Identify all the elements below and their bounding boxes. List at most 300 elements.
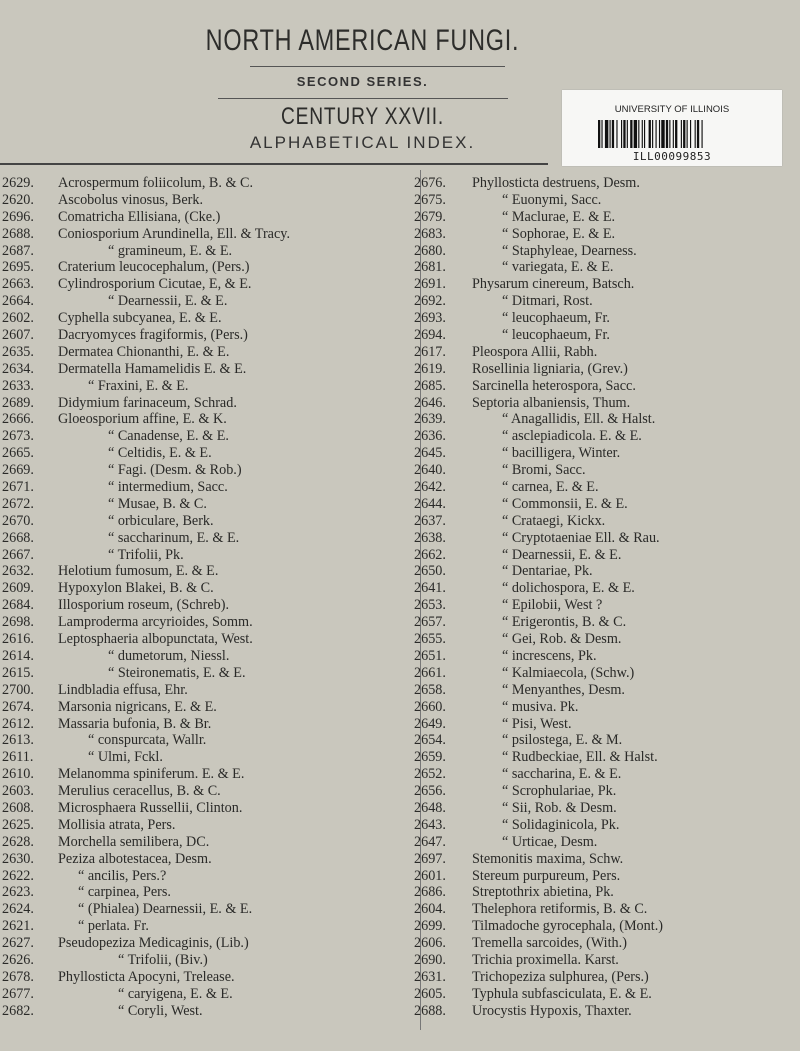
entry-number: 2646. [414, 394, 446, 411]
specimen-code: ILL00099853 [632, 150, 712, 163]
entry-taxon: Tilmadoche gyrocephala, (Mont.) [472, 918, 663, 935]
index-entry [414, 766, 800, 783]
index-entry [414, 547, 800, 564]
entry-taxon: Stemonitis maxima, Schw. [472, 850, 624, 867]
entry-taxon: “ Crataegi, Kickx. [502, 512, 606, 529]
entry-number: 2686. [414, 884, 446, 901]
entry-number: 2611. [2, 749, 34, 766]
entry-number: 2682. [2, 1002, 34, 1019]
entry-number: 2606. [414, 935, 446, 952]
entry-taxon: “ carnea, E. & E. [502, 479, 599, 496]
index-entry [414, 699, 800, 716]
index-entry [2, 952, 412, 969]
entry-number: 2681. [414, 259, 446, 276]
index-entry [2, 547, 412, 564]
entry-taxon: “ Dentariae, Pk. [502, 563, 593, 580]
entry-number: 2603. [2, 783, 34, 800]
entry-number: 2602. [2, 310, 34, 327]
entry-taxon: “ asclepiadicola. E. & E. [502, 428, 642, 445]
entry-number: 2672. [2, 495, 34, 512]
entry-number: 2601. [414, 867, 446, 884]
entry-taxon: “ ancilis, Pers.? [78, 867, 167, 884]
entry-taxon: “ Celtidis, E. & E. [108, 445, 212, 462]
entry-number: 2616. [2, 631, 34, 648]
entry-taxon: Leptosphaeria albopunctata, West. [58, 631, 253, 648]
index-entry [2, 851, 412, 868]
index-entry [414, 800, 800, 817]
entry-number: 2635. [2, 343, 34, 360]
index-entry [414, 834, 800, 851]
entry-taxon: “ Erigerontis, B. & C. [502, 614, 627, 631]
index-entry [414, 901, 800, 918]
entry-number: 2605. [414, 985, 446, 1002]
index-entry [2, 479, 412, 496]
index-entry [2, 716, 412, 733]
entry-taxon: “ Canadense, E. & E. [108, 428, 229, 445]
entry-number: 2696. [2, 208, 34, 225]
entry-number: 2688. [414, 1002, 446, 1019]
entry-number: 2608. [2, 799, 34, 816]
title-rule [250, 66, 505, 67]
entry-taxon: “ Commonsii, E. & E. [502, 495, 628, 512]
index-entry [414, 884, 800, 901]
index-entry [2, 868, 412, 885]
entry-number: 2655. [414, 631, 446, 648]
index-entry [414, 749, 800, 766]
entry-number: 2630. [2, 850, 34, 867]
entry-number: 2675. [414, 191, 446, 208]
entry-number: 2614. [2, 647, 34, 664]
index-entry [2, 327, 412, 344]
entry-taxon: “ Gei, Rob. & Desm. [502, 631, 622, 648]
series-rule [218, 98, 508, 99]
index-entry [414, 563, 800, 580]
index-entry [414, 918, 800, 935]
entry-number: 2666. [2, 411, 34, 428]
entry-number: 2658. [414, 681, 446, 698]
index-entry [414, 682, 800, 699]
index-entry [414, 361, 800, 378]
index-entry [2, 1003, 412, 1020]
index-entry [414, 851, 800, 868]
index-column-left [2, 175, 412, 1020]
index-entry [2, 428, 412, 445]
entry-taxon: Gloeosporium affine, E. & K. [58, 411, 227, 428]
entry-number: 2671. [2, 479, 34, 496]
entry-taxon: Septoria albaniensis, Thum. [472, 394, 631, 411]
entry-taxon: Trichopeziza sulphurea, (Pers.) [472, 968, 649, 985]
index-entry [414, 445, 800, 462]
entry-number: 2695. [2, 259, 34, 276]
entry-number: 2626. [2, 951, 34, 968]
index-entry [2, 209, 412, 226]
entry-taxon: “ Maclurae, E. & E. [502, 208, 616, 225]
entry-taxon: Didymium farinaceum, Schrad. [58, 394, 237, 411]
index-entry [414, 344, 800, 361]
entry-number: 2685. [414, 377, 446, 394]
entry-taxon: Typhula subfasciculata, E. & E. [472, 985, 652, 1002]
entry-taxon: Helotium fumosum, E. & E. [58, 563, 219, 580]
entry-taxon: “ Cryptotaeniae Ell. & Rau. [502, 529, 660, 546]
entry-number: 2615. [2, 664, 34, 681]
institution-name: UNIVERSITY OF ILLINOIS [614, 104, 730, 115]
index-entry [2, 530, 412, 547]
entry-taxon: “ perlata. Fr. [78, 918, 149, 935]
index-entry [414, 192, 800, 209]
entry-taxon: Stereum purpureum, Pers. [472, 867, 621, 884]
index-entry [414, 276, 800, 293]
entry-number: 2656. [414, 783, 446, 800]
entry-taxon: Craterium leucocephalum, (Pers.) [58, 259, 250, 276]
entry-taxon: “ Musae, B. & C. [108, 495, 207, 512]
entry-number: 2669. [2, 462, 34, 479]
index-entry [2, 783, 412, 800]
entry-taxon: “ Ulmi, Fckl. [88, 749, 163, 766]
index-entry [2, 648, 412, 665]
entry-taxon: “ Steironematis, E. & E. [108, 664, 246, 681]
entry-taxon: Lindbladia effusa, Ehr. [58, 681, 188, 698]
entry-number: 2628. [2, 833, 34, 850]
index-entry [2, 310, 412, 327]
entry-number: 2613. [2, 732, 34, 749]
index-entry [2, 361, 412, 378]
entry-number: 2663. [2, 276, 34, 293]
entry-number: 2653. [414, 597, 446, 614]
index-entry [414, 530, 800, 547]
entry-number: 2607. [2, 327, 34, 344]
entry-taxon: “ Fagi. (Desm. & Rob.) [108, 462, 242, 479]
entry-taxon: “ Euonymi, Sacc. [502, 191, 602, 208]
entry-number: 2642. [414, 479, 446, 496]
index-heading: ALPHABETICAL INDEX. [249, 133, 476, 152]
index-entry [414, 732, 800, 749]
entry-taxon: Trichia proximella. Karst. [472, 951, 619, 968]
entry-number: 2665. [2, 445, 34, 462]
entry-taxon: Lamproderma arcyrioides, Somm. [58, 614, 253, 631]
index-entry [2, 243, 412, 260]
entry-taxon: Illosporium roseum, (Schreb). [58, 597, 230, 614]
entry-number: 2645. [414, 445, 446, 462]
entry-taxon: Acrospermum foliicolum, B. & C. [58, 175, 254, 191]
entry-number: 2691. [414, 276, 446, 293]
entry-number: 2673. [2, 428, 34, 445]
index-entry [2, 445, 412, 462]
entry-taxon: Massaria bufonia, B. & Br. [58, 715, 212, 732]
entry-taxon: “ Solidaginicola, Pk. [502, 816, 620, 833]
index-entry [2, 665, 412, 682]
index-entry [2, 969, 412, 986]
index-entry [414, 428, 800, 445]
entry-number: 2697. [414, 850, 446, 867]
index-entry [2, 631, 412, 648]
entry-taxon: “ Staphyleae, Dearness. [502, 242, 637, 259]
entry-number: 2676. [414, 175, 446, 191]
index-entry [414, 614, 800, 631]
entry-number: 2650. [414, 563, 446, 580]
header-rule [0, 163, 548, 165]
entry-taxon: “ Coryli, West. [118, 1002, 203, 1019]
entry-number: 2638. [414, 529, 446, 546]
entry-number: 2698. [2, 614, 34, 631]
index-entry [414, 986, 800, 1003]
index-entry [414, 378, 800, 395]
index-entry [414, 462, 800, 479]
entry-taxon: “ gramineum, E. & E. [108, 242, 233, 259]
index-entry [414, 648, 800, 665]
entry-taxon: “ Sii, Rob. & Desm. [502, 799, 617, 816]
entry-taxon: “ Bromi, Sacc. [502, 462, 586, 479]
entry-number: 2678. [2, 968, 34, 985]
entry-taxon: “ dolichospora, E. & E. [502, 580, 635, 597]
index-entry [2, 344, 412, 361]
entry-taxon: “ Dearnessii, E. & E. [502, 546, 622, 563]
entry-number: 2684. [2, 597, 34, 614]
entry-number: 2699. [414, 918, 446, 935]
index-entry [2, 411, 412, 428]
index-entry [2, 766, 412, 783]
index-entry [414, 496, 800, 513]
entry-taxon: Cylindrosporium Cicutae, E, & E. [58, 276, 252, 293]
index-entry [2, 749, 412, 766]
entry-number: 2604. [414, 901, 446, 918]
entry-taxon: “ Trifolii, Pk. [108, 546, 184, 563]
entry-number: 2621. [2, 918, 34, 935]
index-entry [414, 969, 800, 986]
entry-number: 2609. [2, 580, 34, 597]
index-entry [414, 935, 800, 952]
entry-taxon: Peziza albotestacea, Desm. [58, 850, 212, 867]
index-entry [2, 732, 412, 749]
entry-taxon: Physarum cinereum, Batsch. [472, 276, 635, 293]
entry-taxon: Rosellinia ligniaria, (Grev.) [472, 360, 628, 377]
entry-number: 2687. [2, 242, 34, 259]
index-entry [2, 834, 412, 851]
entry-number: 2674. [2, 698, 34, 715]
entry-taxon: “ Urticae, Desm. [502, 833, 598, 850]
entry-taxon: “ Pisi, West. [502, 715, 572, 732]
index-entry [2, 597, 412, 614]
entry-taxon: “ saccharina, E. & E. [502, 766, 622, 783]
entry-number: 2643. [414, 816, 446, 833]
entry-taxon: Melanomma spiniferum. E. & E. [58, 766, 245, 783]
entry-taxon: “ carpinea, Pers. [78, 884, 171, 901]
entry-number: 2637. [414, 512, 446, 529]
index-entry [414, 243, 800, 260]
index-entry [414, 580, 800, 597]
page-title: NORTH AMERICAN FUNGI. [205, 24, 520, 57]
index-entry [414, 716, 800, 733]
index-entry [2, 192, 412, 209]
entry-taxon: “ Sophorae, E. & E. [502, 225, 616, 242]
entry-taxon: Comatricha Ellisiana, (Cke.) [58, 208, 221, 225]
entry-taxon: “ intermedium, Sacc. [108, 479, 228, 496]
entry-number: 2622. [2, 867, 34, 884]
entry-number: 2612. [2, 715, 34, 732]
entry-taxon: “ Rudbeckiae, Ell. & Halst. [502, 749, 658, 766]
index-entry [2, 378, 412, 395]
index-entry [414, 209, 800, 226]
entry-number: 2689. [2, 394, 34, 411]
entry-taxon: “ caryigena, E. & E. [118, 985, 233, 1002]
entry-number: 2617. [414, 343, 446, 360]
entry-number: 2629. [2, 175, 34, 191]
index-entry [2, 580, 412, 597]
index-entry [2, 226, 412, 243]
entry-number: 2649. [414, 715, 446, 732]
entry-taxon: Sarcinella heterospora, Sacc. [472, 377, 636, 394]
index-entry [2, 513, 412, 530]
index-entry [414, 665, 800, 682]
index-entry [2, 884, 412, 901]
entry-taxon: Marsonia nigricans, E. & E. [58, 698, 217, 715]
index-entry [414, 479, 800, 496]
entry-number: 2683. [414, 225, 446, 242]
entry-taxon: “ leucophaeum, Fr. [502, 327, 610, 344]
entry-taxon: “ bacilligera, Winter. [502, 445, 621, 462]
entry-taxon: “ Epilobii, West ? [502, 597, 603, 614]
entry-taxon: Merulius ceracellus, B. & C. [58, 783, 221, 800]
entry-number: 2657. [414, 614, 446, 631]
entry-number: 2633. [2, 377, 34, 394]
index-entry [414, 411, 800, 428]
entry-taxon: “ Scrophulariae, Pk. [502, 783, 617, 800]
index-entry [414, 868, 800, 885]
index-entry [2, 563, 412, 580]
index-entry [414, 310, 800, 327]
index-entry [414, 175, 800, 192]
entry-number: 2631. [414, 968, 446, 985]
index-entry [414, 1003, 800, 1020]
index-entry [414, 226, 800, 243]
index-entry [2, 901, 412, 918]
entry-taxon: Dermatella Hamamelidis E. & E. [58, 360, 247, 377]
entry-number: 2660. [414, 698, 446, 715]
entry-taxon: “ increscens, Pk. [502, 647, 597, 664]
entry-taxon: Dacryomyces fragiformis, (Pers.) [58, 327, 248, 344]
entry-taxon: Pseudopeziza Medicaginis, (Lib.) [58, 935, 249, 952]
entry-taxon: “ psilostega, E. & M. [502, 732, 623, 749]
index-entry [2, 276, 412, 293]
entry-number: 2640. [414, 462, 446, 479]
index-entry [2, 496, 412, 513]
entry-number: 2634. [2, 360, 34, 377]
entry-taxon: “ saccharinum, E. & E. [108, 529, 240, 546]
entry-number: 2619. [414, 360, 446, 377]
entry-number: 2670. [2, 512, 34, 529]
entry-taxon: Morchella semilibera, DC. [58, 833, 210, 850]
entry-number: 2677. [2, 985, 34, 1002]
index-entry [2, 935, 412, 952]
century-heading: CENTURY XXVII. [280, 103, 445, 130]
entry-number: 2652. [414, 766, 446, 783]
index-entry [414, 631, 800, 648]
entry-number: 2688. [2, 225, 34, 242]
entry-number: 2632. [2, 563, 34, 580]
entry-taxon: “ Fraxini, E. & E. [88, 377, 189, 394]
entry-taxon: Tremella sarcoides, (With.) [472, 935, 627, 952]
entry-number: 2659. [414, 749, 446, 766]
entry-number: 2694. [414, 327, 446, 344]
entry-taxon: “ Anagallidis, Ell. & Halst. [502, 411, 656, 428]
entry-taxon: Microsphaera Russellii, Clinton. [58, 799, 243, 816]
entry-taxon: Urocystis Hypoxis, Thaxter. [472, 1002, 632, 1019]
entry-number: 2624. [2, 901, 34, 918]
entry-number: 2627. [2, 935, 34, 952]
series-heading: SECOND SERIES. [296, 74, 429, 89]
entry-taxon: Phyllosticta Apocyni, Trelease. [58, 968, 235, 985]
index-entry [2, 918, 412, 935]
entry-taxon: Mollisia atrata, Pers. [58, 816, 176, 833]
entry-number: 2647. [414, 833, 446, 850]
index-entry [414, 513, 800, 530]
entry-taxon: “ Trifolii, (Biv.) [118, 951, 208, 968]
index-entry [414, 783, 800, 800]
index-entry [2, 699, 412, 716]
entry-number: 2661. [414, 664, 446, 681]
entry-taxon: “ Dearnessii, E. & E. [108, 293, 228, 310]
barcode-icon [598, 120, 746, 148]
entry-taxon: “ orbiculare, Berk. [108, 512, 214, 529]
entry-taxon: “ Menyanthes, Desm. [502, 681, 625, 698]
entry-taxon: Cyphella subcyanea, E. & E. [58, 310, 222, 327]
index-entry [2, 462, 412, 479]
entry-number: 2700. [2, 681, 34, 698]
index-entry [2, 986, 412, 1003]
index-entry [414, 817, 800, 834]
index-entry [2, 800, 412, 817]
entry-taxon: “ Kalmiaecola, (Schw.) [502, 664, 635, 681]
index-entry [2, 293, 412, 310]
entry-number: 2641. [414, 580, 446, 597]
entry-taxon: “ variegata, E. & E. [502, 259, 614, 276]
entry-number: 2664. [2, 293, 34, 310]
index-entry [2, 395, 412, 412]
index-entry [2, 682, 412, 699]
entry-number: 2654. [414, 732, 446, 749]
entry-number: 2610. [2, 766, 34, 783]
index-column-right [414, 175, 800, 1020]
entry-number: 2668. [2, 529, 34, 546]
entry-taxon: Dermatea Chionanthi, E. & E. [58, 343, 230, 360]
index-entry [414, 597, 800, 614]
entry-number: 2651. [414, 647, 446, 664]
entry-number: 2693. [414, 310, 446, 327]
entry-taxon: “ conspurcata, Wallr. [88, 732, 207, 749]
entry-taxon: Hypoxylon Blakei, B. & C. [58, 580, 214, 597]
entry-number: 2620. [2, 191, 34, 208]
entry-number: 2680. [414, 242, 446, 259]
index-entry [2, 614, 412, 631]
entry-number: 2636. [414, 428, 446, 445]
entry-taxon: “ (Phialea) Dearnessii, E. & E. [78, 901, 253, 918]
entry-number: 2639. [414, 411, 446, 428]
entry-taxon: Streptothrix abietina, Pk. [472, 884, 614, 901]
index-entry [2, 175, 412, 192]
entry-number: 2648. [414, 799, 446, 816]
entry-number: 2690. [414, 951, 446, 968]
index-entry [414, 395, 800, 412]
entry-number: 2625. [2, 816, 34, 833]
entry-number: 2667. [2, 546, 34, 563]
entry-number: 2662. [414, 546, 446, 563]
index-entry [414, 327, 800, 344]
entry-taxon: Ascobolus vinosus, Berk. [58, 191, 204, 208]
entry-taxon: Coniosporium Arundinella, Ell. & Tracy. [58, 225, 290, 242]
entry-taxon: “ Ditmari, Rost. [502, 293, 593, 310]
entry-taxon: “ dumetorum, Niessl. [108, 647, 230, 664]
index-entry [2, 817, 412, 834]
entry-taxon: “ musiva. Pk. [502, 698, 579, 715]
